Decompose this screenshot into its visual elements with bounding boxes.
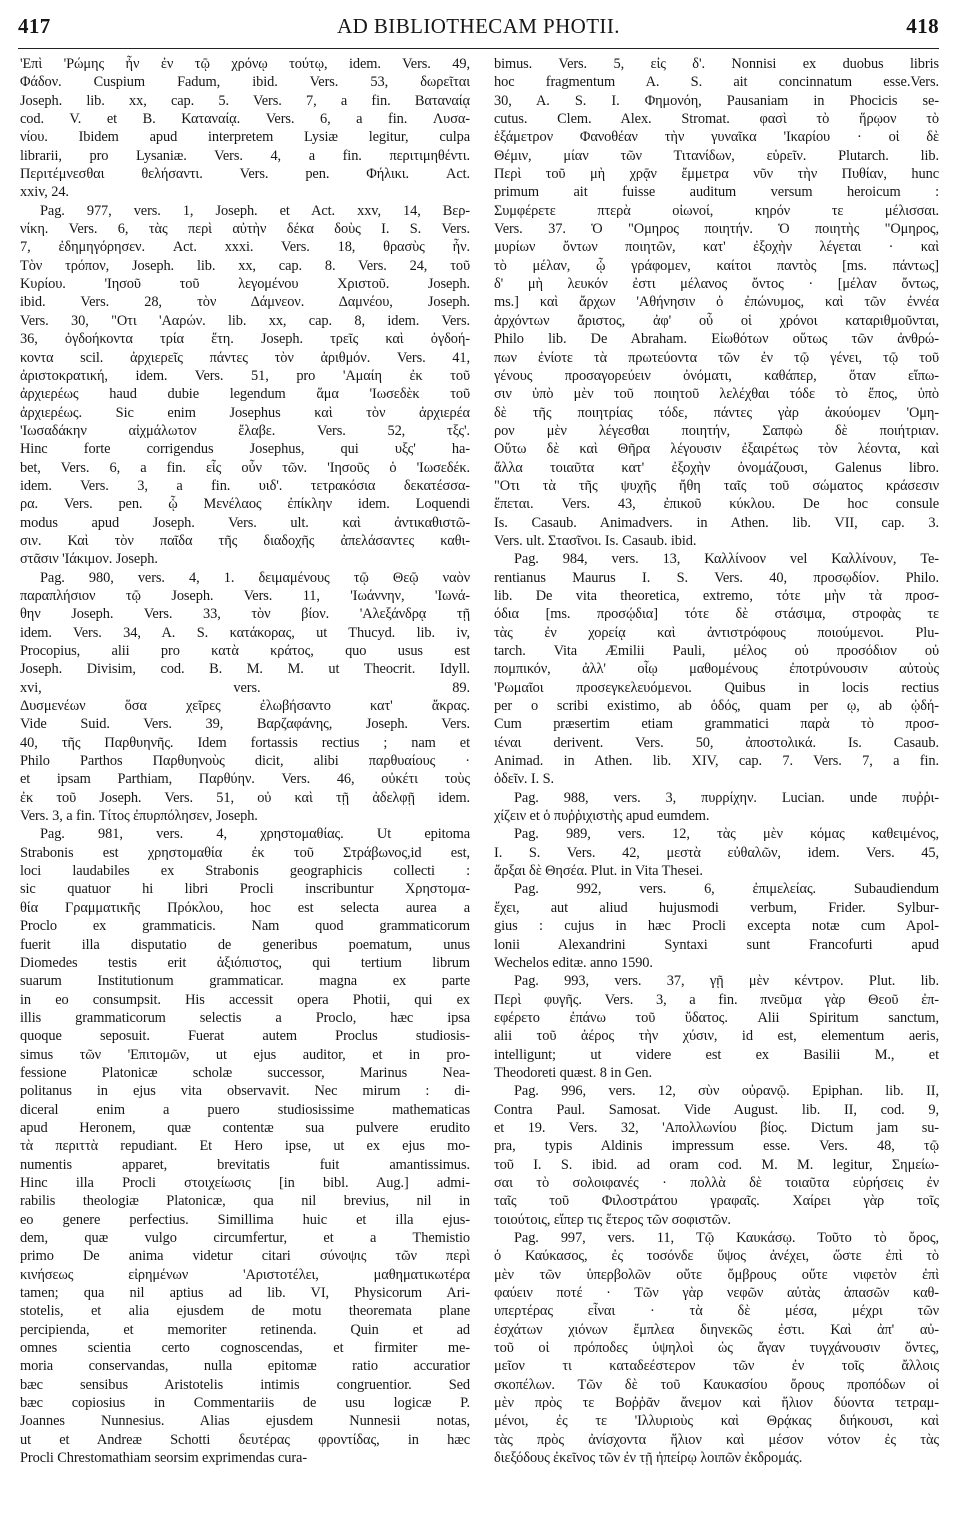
text-line: Proclo ex grammaticis. Nam quod grammaticorum: [20, 918, 470, 935]
text-line: σιν ὑπὸ μὲν τοῦ ποιητοῦ λελέχθαι τόδε τὸ ἔπος, ὑπὸ: [494, 386, 939, 403]
text-line: stotelis, et alia ejusdem de motu theoremata plane: [20, 1303, 470, 1320]
text-line: ρον μὲν λέγεσθαι ποιητήν, Σαπφὼ δὲ ποιήτριαν.: [494, 422, 939, 439]
text-line: μεῖον τι καταδεέστερον τῶν ἐν τοῖς ἄλλοις: [494, 1358, 939, 1375]
text-line: I. S. Vers. 42, μεστὰ εὐθαλῶν, idem. Vers. 45,: [494, 844, 939, 861]
text-line: quoque seposuit. Fuerat autem Proclus studiosis-: [20, 1028, 470, 1045]
text-line: 'Επὶ 'Ρώμης ἦν ἐν τῷ χρόνῳ τούτῳ, idem. Vers. 49,: [20, 56, 470, 72]
text-line: ἄλλα τοιαῦτα κατ' ἐξοχὴν ὀνομάζουσι, Galenus libro.: [494, 459, 939, 476]
running-title: AD BIBLIOTHECAM PHOTII.: [337, 14, 620, 38]
text-line: νίκη. Vers. 6, τὰς περὶ αὐτὴν δέκα δοὺς I. S. Vers.: [20, 221, 470, 238]
text-line: Vers. 3, a fin. Τίτος ἐπυρπόλησεν, Joseph.: [20, 808, 258, 825]
text-line: bimus. Vers. 5, εἰς δ'. Nonnisi ex duobus libris: [494, 56, 939, 72]
text-line: ut et Andreæ Schotti δευτέρας φροντίδας, in hæc: [20, 1431, 470, 1448]
text-line: ibid. Vers. 28, τὸν Δάμνεον. Δαμνέου, Joseph.: [20, 294, 470, 311]
text-line: ἀριστοκρατική, idem. Vers. 51, pro 'Αμαίη ἐκ τοῦ: [20, 367, 470, 384]
text-line: εφέρετο ἐπάνω τοῦ ὕδατος. Alii Spiritum sanctum,: [494, 1009, 939, 1026]
text-line: Joseph. Divisim, cod. B. M. M. ut Theocrit. Idyll.: [20, 661, 470, 678]
text-line: θία Γραμματικῆς Πρόκλου, hoc est selecta aurea a: [20, 899, 470, 916]
text-line: "Οτι τὰ τῆς ψυχῆς ἤθη ταῖς τοῦ σώματος κράσεσιν: [494, 477, 939, 494]
text-line: Diomedes testis erit ἀξιόπιστος, qui tertium librum: [20, 954, 470, 971]
text-line: Pag. 997, vers. 11, Τῷ Καυκάσῳ. Τοῦτο τὸ ὄρος,: [514, 1230, 939, 1246]
text-line: μὲν τῶν ὑπερβολῶν οὔτε ὄμβρους οὔτε νιφετὸν ἐπὶ: [494, 1266, 939, 1283]
text-line: Pag. 980, vers. 4, 1. δειμαμένους τῷ Θεῷ ναὸν: [40, 569, 470, 586]
text-line: xvi, vers. 89.: [20, 679, 470, 696]
text-line: idem. Vers. 34, A. S. κατάκορας, ut Thucyd. lib. iv,: [20, 624, 470, 641]
text-line: θην Joseph. Vers. 33, τὸν βίον. 'Αλεξάνδρᾳ τῇ: [20, 606, 470, 623]
left-column: [20, 55, 470, 1535]
text-line: δ' μὴ λευκόν ἐστι μέλανος ὄντος · [μέλαν ὄντως,: [494, 276, 939, 293]
text-line: ἑξάμετρον Φανοθέαν τὴν γυναῖκα 'Ικαρίου · οἱ δὲ: [494, 129, 939, 146]
text-line: primum ait fuisse auditum versum heroicum :: [494, 184, 939, 201]
text-line: Procopius, alii pro κατὰ κράτος, quo usus est: [20, 643, 470, 659]
text-line: xxiv, 24.: [20, 184, 69, 201]
text-line: numentis apparet, brevitatis fuit amantissimus.: [20, 1156, 470, 1173]
text-line: ιέναι derivent. Vers. 50, ἀποστολικά. Is. Casaub.: [494, 734, 939, 751]
text-line: sic quatuor hi libri Procli inscribuntur Χρηστομα-: [20, 881, 470, 898]
text-line: κοντα scil. ἀρχιερεῖς πάντες τὸν ἀριθμόν. Vers. 41,: [20, 349, 470, 366]
text-line: κινήσεως εἰρημένων 'Αριστοτέλει, μαθηματικωτέρα: [20, 1266, 470, 1283]
text-line: τοῦ I. S. ibid. ad oram cod. M. M. legitur, Σημείω-: [494, 1156, 939, 1173]
text-line: σκοπέλων. Τῶν δὲ τοῦ Καυκασίου ὄρους προπόδων οἱ: [494, 1376, 939, 1393]
text-line: ρα. Vers. pen. ᾧ Μενέλαος ἐπίκλην idem. Loquendi: [20, 496, 470, 513]
text-line: idem. Vers. 3, a fin. υιδ'. τετρακόσια δεκατέσσα-: [20, 477, 470, 494]
text-line: alii τοῦ ἀέρος τὴν χύσιν, id est, elementum aeris,: [494, 1028, 939, 1045]
text-line: Pag. 989, vers. 12, τὰς μὲν κόμας καθειμένος,: [514, 826, 939, 843]
text-line: νίου. Ibidem apud interpretem Lysiæ legitur, culpa: [20, 129, 470, 146]
text-line: cutus. Clem. Alex. Stromat. φασὶ τὸ ἥρῳον τὸ: [494, 111, 939, 128]
text-line: librarii, pro Lysaniæ. Vers. 4, a fin. περιτιμηθέντι.: [20, 147, 470, 164]
text-line: 'Ρωμαῖοι προσεγκελευόμενοι. Quibus in locis rectius: [494, 679, 939, 696]
text-line: Δυσμενέων ὅσα χεῖρες ἐλωβήσαντο κατ' ἄκρας.: [20, 698, 470, 715]
text-line: pra, typis Aldinis impressum esse. Vers. 48, τῷ: [494, 1138, 939, 1155]
text-line: ἀρχιερέως haud dubie legendum ἅμα 'Ιωσεδὲκ τοῦ: [20, 386, 470, 403]
text-line: στᾶσιν 'Ιάκιμον. Joseph.: [20, 551, 158, 568]
text-line: παραπλήσιον τῷ Joseph. Vers. 11, 'Ιωάννην, 'Ιωνά-: [20, 587, 470, 604]
text-line: σιν. Καὶ τὸν παῖδα τῆς διαδοχῆς ἀπελάσαντες καθι-: [20, 532, 470, 549]
text-line: Is. Casaub. Animadvers. in Athen. lib. VII, cap. 3.: [494, 514, 939, 531]
text-line: rentianus Maurus I. S. Vers. 40, προσῳδίον. Philo.: [494, 569, 939, 586]
text-line: τὰς ἐν χορείᾳ καὶ ἀντιστρόφους ποιούμενοι. Plu-: [494, 624, 939, 641]
text-line: Vide Suid. Vers. 39, Βαρζαφάνης, Joseph. Vers.: [20, 716, 470, 733]
text-line: illis grammaticorum selectis a Proclo, hæc ipsa: [20, 1009, 470, 1026]
text-line: τὰ περιττὰ repudiant. Et Hero ipse, ut ex ejus mo-: [20, 1138, 470, 1155]
text-line: Φάδον. Cuspium Fadum, ibid. Vers. 53, δωρεῖται: [20, 74, 470, 91]
text-line: 40, τῆς Παρθυηνῆς. Idem fortassis rectius ; nam et: [20, 734, 470, 751]
text-line: Περὶ τοῦ μὴ χρᾷν ἔμμετρα νῦν τὴν Πυθίαν, hunc: [494, 166, 939, 183]
text-line: Vers. 30, "Οτι 'Ααρών. lib. xx, cap. 8, idem. Vers.: [20, 312, 470, 329]
text-line: ms.] καὶ ἄρχων 'Αθήνησιν ὁ ἐπώνυμος, καὶ τῶν ἐννέα: [494, 294, 939, 311]
text-line: πομπικόν, ἀλλ' οἷῳ μαθομένους ἐποτρύνουσιν αὐτοὺς: [494, 661, 939, 678]
text-line: suarum Institutionum grammaticar. magna ex parte: [20, 973, 470, 990]
text-line: per o scribi existimo, ab ὁδός, quam per ῳ, ab ᾠδή-: [494, 698, 939, 715]
text-line: χίζειν et ὁ πυῤῥιχιστὴς apud eumdem.: [494, 808, 710, 825]
text-line: δὲ τῆς ποιητρίας τόδε, πάντες γὰρ ἀκούομεν 'Ομη-: [494, 404, 939, 421]
text-line: Περιτέμνεσθαι θελήσαντι. Vers. pen. Φήλικι. Act.: [20, 166, 470, 183]
text-line: 36, ὀγδοήκοντα τρία ἔτη. Joseph. τρεῖς καὶ ὀγδοή-: [20, 331, 470, 348]
text-line: Joseph. lib. xx, cap. 5. Vers. 7, a fin. Βαταναίᾳ: [20, 92, 470, 109]
text-line: Οὕτω δὲ καὶ Θῆρα λέγουσιν ἐξαιρέτως τὸν λέοντα, καὶ: [494, 441, 939, 458]
text-line: τὰς πρὸς ἀνίσχοντα ἥλιον καὶ μέσον νότον ἐς τὰς: [494, 1431, 939, 1448]
text-line: γένους προσαγορεύειν ὀνόματι, καθάπερ, ὅταν εἴπω-: [494, 367, 939, 384]
text-line: ὁ Καύκασος, ἐς τοσόνδε ὕψος ἀνέχει, ὥστε ἐπὶ τὸ: [494, 1248, 939, 1265]
text-line: Hinc illa Procli στοιχείωσις [in bibl. Aug.] admi-: [20, 1174, 470, 1191]
text-line: 30, A. S. I. Φημονόη, Pausaniam in Phocicis se-: [494, 92, 939, 109]
text-line: bet, Vers. 6, a fin. εἷς οὖν τῶν. 'Ιησοῦς ὁ 'Ιωσεδέκ.: [20, 459, 470, 476]
text-line: tamen; qua nil aptius ad lib. VI, Physicorum Ari-: [20, 1285, 470, 1302]
text-line: Pag. 981, vers. 4, χρηστομαθίας. Ut epitoma: [40, 826, 470, 843]
text-line: apud Heronem, quæ contentæ sua pulvere erudito: [20, 1119, 470, 1136]
text-line: primo De anima videtur citari σύνοψις τῶν περὶ: [20, 1248, 470, 1265]
text-line: bæc sensibus Aristotelis intimis congruentior. Sed: [20, 1376, 470, 1393]
text-line: 'Ιωσαδάκην αἰχμάλωτον ἔλαβε. Vers. 52, τξς'.: [20, 422, 470, 439]
text-line: percipienda, et memoriter retinenda. Quin et ad: [20, 1321, 470, 1338]
text-line: 7, ἐδημηγόρησεν. Act. xxxi. Vers. 18, θρασὺς ἦν.: [20, 239, 470, 256]
text-line: Philo Parthos Παρθυηνοὺς dicit, alibi παρθυαίους ·: [20, 753, 470, 770]
right-column: [494, 55, 939, 1535]
text-line: Pag. 984, vers. 13, Καλλίνοον vel Καλλίνουν, Te-: [514, 551, 939, 568]
text-line: Θέμιν, μίαν τῶν Τιτανίδων, εὑρεῖν. Plutarch. lib.: [494, 147, 939, 164]
text-line: Animad. in Athen. lib. XIV, cap. 7. Vers. 7, a fin.: [494, 753, 939, 770]
text-line: τοῦ οἱ πρόποδες ὑψηλοὶ ὡς ἄγαν τυγχάνουσιν ὄντες,: [494, 1340, 939, 1357]
text-line: fessione Platonicæ scholæ successor, Marinus Nea-: [20, 1064, 470, 1081]
text-line: Philo lib. De Abraham. Εἰωθότων οὕτως τῶν ἀνθρώ-: [494, 331, 939, 348]
text-line: Pag. 993, vers. 37, γῇ μὲν κέντρον. Plut. lib.: [514, 973, 939, 990]
right-page-number: 418: [906, 14, 939, 38]
text-line: cod. V. et B. Καταναίᾳ. Vers. 6, a fin. Λυσα-: [20, 111, 470, 128]
text-line: hoc fragmentum A. S. ait concinnatum esse.Vers.: [494, 74, 939, 91]
text-line: φαύειν ποτέ · Τῶν γὰρ νεφῶν αὐτὰς ἁπασῶν καθ-: [494, 1285, 939, 1302]
text-line: διεξόδους ἐκεῖνος τῶν ἐν τῇ ἠπείρῳ λοιπῶν ἐκδρομάς.: [494, 1450, 803, 1467]
text-line: ἀρχιερέως. Sic enim Josephus καὶ τὸν ἀρχιερέα: [20, 404, 470, 421]
text-line: politanus in ejus vita observavit. Nec mirum : di-: [20, 1083, 470, 1100]
text-line: et 19. Vers. 32, 'Απολλωνίου βίος. Dictum jam su-: [494, 1119, 939, 1136]
text-line: Cum præsertim etiam grammatici παρὰ τὸ προσ-: [494, 716, 939, 733]
text-line: modus apud Joseph. Vers. ult. καὶ ἀντικαθιστῶ-: [20, 514, 470, 531]
text-line: lib. De vita theoretica, extremo, τότε μὴν τὰ προσ-: [494, 587, 939, 604]
text-line: τοιούτοις, εἴπερ τις ἕτερος τῶν σοφιστῶν.: [494, 1211, 731, 1228]
text-line: Τὸν τρόπον, Joseph. lib. xx, cap. 8. Vers. 24, τοῦ: [20, 257, 470, 274]
left-page-number: 417: [18, 14, 51, 38]
text-line: in eo consumpsit. His accessit opera Photii, qui ex: [20, 991, 470, 1008]
text-line: intelligunt; ut videre est ex Basilii M., et: [494, 1046, 939, 1063]
text-line: ἀρχόντων ἄριστος, ἀφ' οὗ οἱ χρόνοι καταριθμοῦνται,: [494, 312, 939, 329]
text-line: omnes scientia certo cognoscendas, et firmiter me-: [20, 1340, 470, 1357]
text-line: eo genere perfectius. Simillima huic et illa ejus-: [20, 1211, 470, 1228]
text-line: diceral enim a puero studiosissime mathematicas: [20, 1101, 470, 1118]
text-line: Vers. 37. Ὁ "Ομηρος ποιητήν. Ὁ ποιητὴς "Ομηρος,: [494, 221, 939, 238]
text-line: τὸ μέλαν, ᾧ γράφομεν, καίτοι παντὸς [ms. πάντως]: [494, 257, 939, 274]
text-line: πων ἐνίοτε τὰ πρωτεύοντα τῶν ἐν τῷ γένει, τῷ τοῦ: [494, 349, 939, 366]
text-line: ἐσχάτων χιόνων ἔμπλεα διηνεκῶς ἐστι. Καὶ ἀπ' αὐ-: [494, 1321, 939, 1338]
text-line: Pag. 988, vers. 3, πυρρίχην. Lucian. unde πυῤῥι-: [514, 789, 939, 806]
text-line: μυρίων ὄντων ποιητῶν, κατ' ἐξοχὴν λέγεται · καὶ: [494, 239, 939, 256]
text-line: simus τῶν 'Επιτομῶν, ut ejus auditor, et in pro-: [20, 1046, 470, 1063]
text-line: rabilis theologiæ Platonicæ, qua nil brevius, nil in: [20, 1193, 470, 1210]
text-line: υπερτέρας εἶναι · τὰ δὲ μέσα, μέχρι τῶν: [494, 1303, 939, 1320]
text-line: Vers. ult. Στασῖνοι. Is. Casaub. ibid.: [494, 532, 697, 549]
text-line: Strabonis est χρηστομαθία ἐκ τοῦ Στράβωνος,id est,: [20, 844, 470, 861]
text-line: Procli Chrestomathiam seorsim exprimendas cura-: [20, 1450, 308, 1467]
text-line: Pag. 992, vers. 6, ἐπιμελείας. Subaudiendum: [514, 881, 939, 898]
text-line: μὲν πρὸς τε Βοῤῥᾶν ἄνεμον καὶ ἥλιον δύοντα τετραμ-: [494, 1395, 939, 1412]
text-line: dem, quæ vulgo circumfertur, et a Themistio: [20, 1230, 470, 1246]
text-line: fuerit illa disputatio de generibus poematum, unus: [20, 936, 470, 953]
text-line: ταῖς τοῦ Φιλοστράτου γραφαῖς. Χαίρει γὰρ τοῖς: [494, 1193, 939, 1210]
text-line: tarch. Vita Æmilii Pauli, μέλος οὐ προσόδιον οὐ: [494, 643, 939, 659]
text-line: bæc copiosius in Commentariis de usu logicæ P.: [20, 1395, 470, 1412]
text-line: lonii Alexandrini Syntaxi sunt Francofurti apud: [494, 936, 939, 953]
text-line: ἄρξαι δὲ Θησέα. Plut. in Vita Thesei.: [494, 863, 703, 880]
text-line: Hinc forte corrigendus Josephus, qui υξς' ha-: [20, 441, 470, 458]
text-line: gius : cujus in hæc Procli excepta notæ cum Apol-: [494, 918, 939, 935]
text-line: σαι τὸ σολοιφανές · πολλὰ δὲ τοιαῦτα εὑρήσεις ἐν: [494, 1174, 939, 1191]
text-line: μένοι, ἐς τε 'Ιλλυριοὺς καὶ Θρᾴκας διήκουσι, καὶ: [494, 1413, 939, 1430]
text-line: ὁδεῖν. I. S.: [494, 771, 554, 788]
text-line: Pag. 977, vers. 1, Joseph. et Act. xxv, 14, Βερ-: [40, 202, 470, 219]
text-line: ἔχει, aut aliud hujusmodi verbum, Frider. Sylbur-: [494, 899, 939, 916]
text-line: ἕπεται. Vers. 43, ἐπικοῦ κύκλου. De hoc consule: [494, 496, 939, 513]
text-line: et ipsam Parthiam, Παρθύην. Vers. 46, οὐκέτι τοὺς: [20, 771, 470, 788]
running-header: [18, 8, 939, 44]
text-line: Συμφέρετε πτερὰ οἰωνοί, κηρόν τε μέλισσαι.: [494, 202, 939, 219]
text-line: Κυρίου. 'Ιησοῦ τοῦ λεγομένου Χριστοῦ. Joseph.: [20, 276, 470, 293]
text-line: Joannes Nunnesius. Alias ejusdem Nunnesii notas,: [20, 1413, 470, 1430]
header-rule: [18, 48, 939, 49]
text-line: ἐκ τοῦ Joseph. Vers. 51, οὐ καὶ τῇ ἀδελφῇ idem.: [20, 789, 470, 806]
text-line: όδια [ms. προσῴδια] τότε δὲ στάσιμα, στροφὰς τε: [494, 606, 939, 623]
text-line: Contra Paul. Samosat. Vide August. lib. II, cod. 9,: [494, 1101, 939, 1118]
text-line: Wechelos editæ. anno 1590.: [494, 954, 653, 971]
text-line: loci laudabiles ex Strabonis geographicis collecti :: [20, 863, 470, 880]
text-line: Περὶ φυγῆς. Vers. 3, a fin. πνεῦμα γὰρ Θεοῦ ἐπ-: [494, 991, 939, 1008]
text-line: Pag. 996, vers. 12, σὺν οὐρανῷ. Epiphan. lib. II,: [514, 1083, 939, 1100]
text-line: moria conservandas, nulla epitomæ ratio accuratior: [20, 1358, 470, 1375]
text-line: Theodoreti quæst. 8 in Gen.: [494, 1064, 652, 1081]
